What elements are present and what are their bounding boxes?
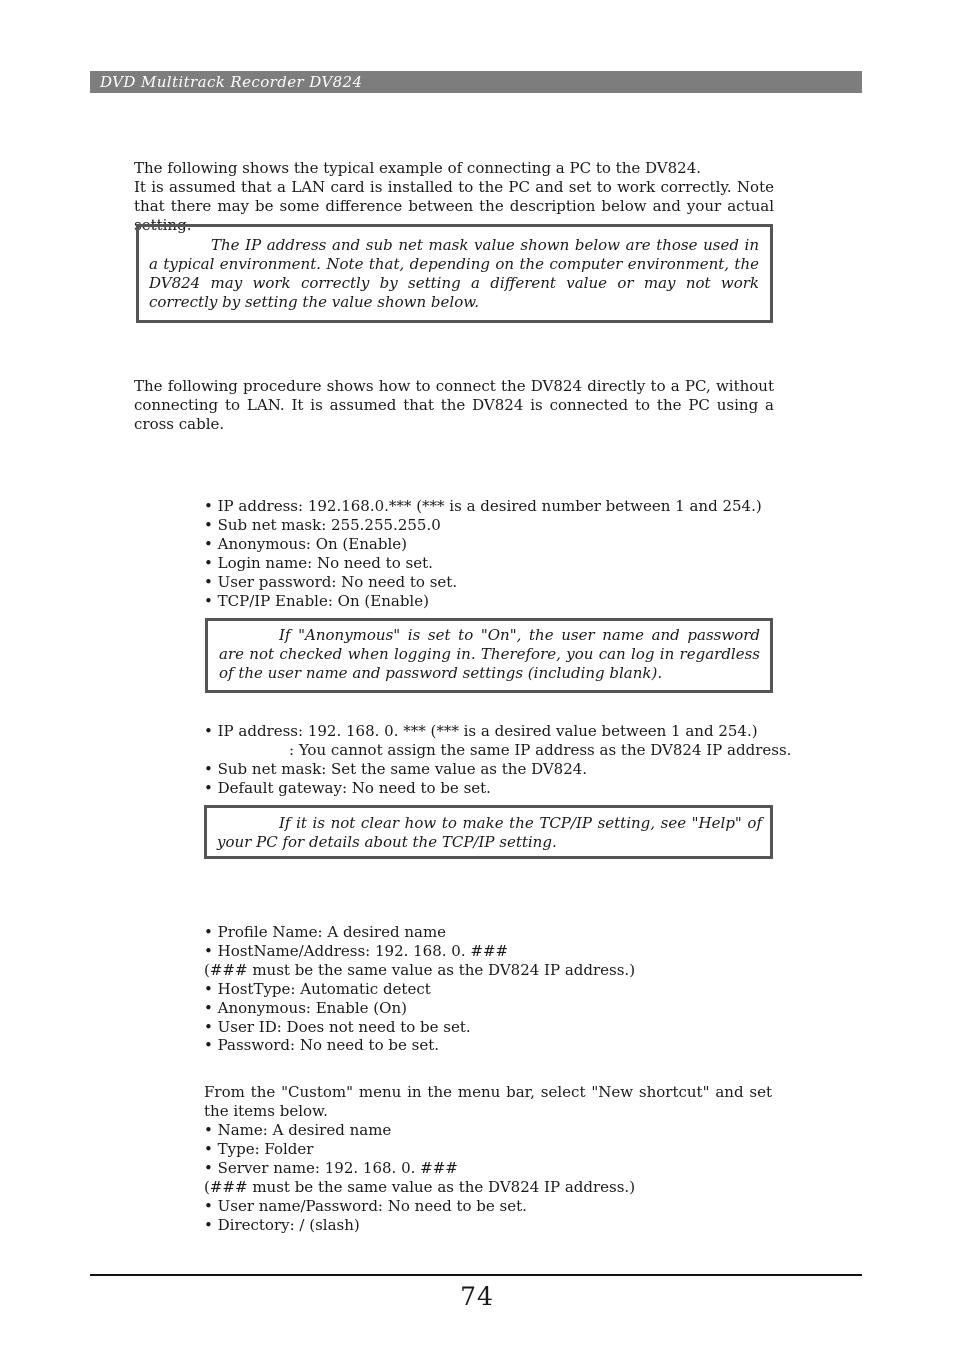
note-text: If it is not clear how to make the TCP/IP setting, see "Help" of your PC for details about the TCP/IP setting. bbox=[217, 814, 762, 851]
list-item: : You cannot assign the same IP address as the DV824 IP address. bbox=[289, 740, 792, 759]
note-box-ip-values bbox=[136, 224, 773, 323]
list-item: • User ID: Does not need to be set. bbox=[204, 1017, 471, 1036]
list-item: (### must be the same value as the DV824 IP address.) bbox=[204, 960, 636, 979]
dv824-settings-list bbox=[204, 497, 762, 610]
list-item: • Name: A desired name bbox=[204, 1121, 392, 1139]
list-item: • IP address: 192.168.0.*** (*** is a desired number between 1 and 254.) bbox=[204, 497, 762, 515]
list-item: • Default gateway: No need to be set. bbox=[204, 778, 491, 797]
pc-settings-list bbox=[204, 722, 791, 798]
note-text: The IP address and sub net mask value shown below are those used in a typical environment. Note that, depending on the computer environment, the DV824 may work correctly by setting a different value or may not work correctly by setting the value shown below. bbox=[149, 236, 759, 311]
list-item: • Directory: / (slash) bbox=[204, 1215, 360, 1234]
list-item: • Anonymous: On (Enable) bbox=[204, 534, 407, 553]
note-box-tcpip-help bbox=[204, 805, 773, 859]
list-item: • Server name: 192. 168. 0. ### bbox=[204, 1158, 458, 1177]
note-box-anonymous bbox=[205, 618, 773, 693]
list-item: • Sub net mask: Set the same value as the DV824. bbox=[204, 759, 588, 778]
list-item: • Login name: No need to set. bbox=[204, 553, 433, 572]
list-item: • HostType: Automatic detect bbox=[204, 979, 431, 998]
list-item: • Sub net mask: 255.255.255.0 bbox=[204, 515, 441, 534]
list-item: • Type: Folder bbox=[204, 1139, 314, 1158]
footer-rule bbox=[90, 1274, 862, 1276]
ftp-profile-settings-list bbox=[204, 923, 635, 1055]
list-item: • HostName/Address: 192. 168. 0. ### bbox=[204, 941, 509, 960]
intro-line: It is assumed that a LAN card is installed to the PC and set to work correctly. Note that there may be some difference between the description below and your actual setting. bbox=[134, 178, 774, 234]
list-item: • IP address: 192. 168. 0. *** (*** is a desired value between 1 and 254.) bbox=[204, 722, 758, 740]
document-title: DVD Multitrack Recorder DV824 bbox=[100, 73, 363, 91]
list-item: • User password: No need to set. bbox=[204, 572, 458, 591]
list-item: • User name/Password: No need to be set. bbox=[204, 1196, 527, 1215]
page-header-bar bbox=[90, 71, 862, 93]
shortcut-settings-list bbox=[204, 1121, 635, 1234]
intro-line: The following shows the typical example of connecting a PC to the DV824. bbox=[134, 159, 702, 177]
note-text: If "Anonymous" is set to "On", the user name and password are not checked when logging in. Therefore, you can log in regardless of the user name and password settings (including blank). bbox=[219, 626, 760, 682]
custom-menu-paragraph: From the "Custom" menu in the menu bar, select "New shortcut" and set the items below. bbox=[204, 1083, 772, 1120]
list-item: • TCP/IP Enable: On (Enable) bbox=[204, 591, 429, 610]
list-item: • Profile Name: A desired name bbox=[204, 923, 447, 941]
list-item: • Anonymous: Enable (On) bbox=[204, 998, 407, 1017]
page-number: 74 bbox=[460, 1282, 494, 1311]
direct-connection-paragraph: The following procedure shows how to connect the DV824 directly to a PC, without connecting to LAN. It is assumed that the DV824 is connected to the PC using a cross cable. bbox=[134, 377, 774, 433]
list-item: (### must be the same value as the DV824 IP address.) bbox=[204, 1177, 636, 1196]
list-item: • Password: No need to be set. bbox=[204, 1036, 439, 1055]
